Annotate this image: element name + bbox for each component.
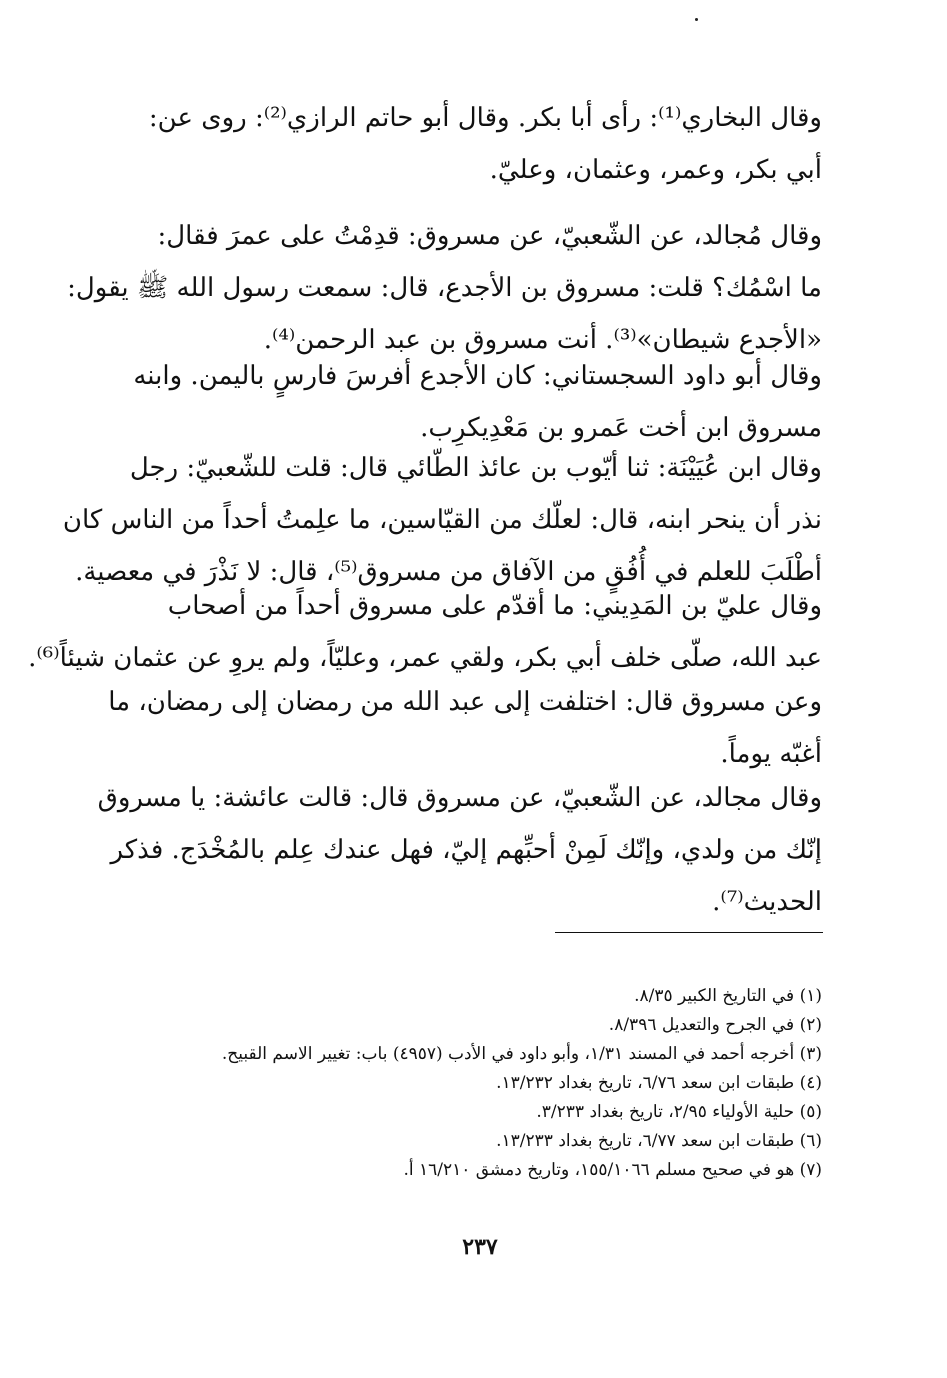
paragraph-line: أغبّه يوماً.	[720, 739, 822, 769]
footnote: (٣) أخرجه أحمد في المسند ١/٣١، وأبو داود في الأدب (٤٩٥٧) باب: تغيير الاسم القبيح.	[221, 1044, 822, 1064]
paragraph-line: «الأجدع شيطان»⁽³⁾. أنت مسروق بن عبد الرحمن⁽⁴⁾.	[263, 325, 822, 355]
paragraph-line: وقال البخاري⁽¹⁾: رأى أبا بكر. وقال أبو حاتم الرازي⁽²⁾: روى عن:	[148, 103, 822, 133]
footnote: (٥) حلية الأولياء ٢/٩٥، تاريخ بغداد ٣/٢٣٣.	[536, 1102, 822, 1122]
paragraph-2	[67, 210, 822, 366]
paragraph-3	[128, 350, 822, 454]
paragraph-line: وقال أبو داود السجستاني: كان الأجدع أفرسَ فارسٍ باليمن. وابنه	[133, 361, 822, 391]
footnotes	[200, 982, 822, 1185]
footnote: (٢) في الجرح والتعديل ٨/٣٩٦.	[608, 1015, 822, 1035]
paragraph-line: عبد الله، صلّى خلف أبي بكر، ولقي عمر، وعليّاً، ولم يروِ عن عثمان شيئاً⁽⁶⁾.	[28, 643, 822, 673]
footnote: (٤) طبقات ابن سعد ٦/٧٦، تاريخ بغداد ١٣/٢٣٢.	[496, 1073, 822, 1093]
paragraph-5	[28, 580, 822, 684]
paragraph-line: وقال عليّ بن المَدِيني: ما أقدّم على مسروق أحداً من أصحاب	[167, 591, 822, 621]
footnote-divider	[555, 932, 823, 933]
footnote: (٧) هو في صحيح مسلم ١٥٥/١٠٦٦، وتاريخ دمشق ١٦/٢١٠ أ.	[403, 1160, 822, 1180]
paragraph-line: وقال ابن عُيَيْنَة: ثنا أيّوب بن عائذ الطّائي قال: قلت للشّعبيّ: رجل	[129, 453, 822, 483]
paragraph-line: ما اسْمُك؟ قلت: مسروق بن الأجدع، قال: سمعت رسول الله ﷺ يقول:	[67, 273, 822, 303]
paragraph-line: أطْلَبَ للعلم في أُفُقٍ من الآفاق من مسروق⁽⁵⁾، قال: لا نَذْرَ في معصية.	[75, 557, 822, 587]
footnote: (٦) طبقات ابن سعد ٦/٧٧، تاريخ بغداد ١٣/٢٣٣.	[496, 1131, 822, 1151]
paragraph-line: إنّك من ولدي، وإنّك لَمِنْ أحبِّهم إليّ، فهل عندك عِلم بالمُخْدَج. فذكر	[110, 835, 822, 865]
paragraph-7	[97, 772, 822, 928]
paragraph-line: نذر أن ينحر ابنه، قال: لعلّك من القيّاسين، ما علِمتُ أحداً من الناس كان	[62, 505, 822, 535]
paragraph-1	[128, 92, 822, 196]
paragraph-line: وقال مجالد، عن الشّعبيّ، عن مسروق قال: قالت عائشة: يا مسروق	[97, 783, 822, 813]
page-number: ٢٣٧	[462, 1234, 498, 1260]
paragraph-4	[62, 442, 822, 598]
paragraph-line: مسروق ابن أخت عَمرو بن مَعْدِيكرِب.	[420, 413, 822, 443]
paragraph-line: أبي بكر، وعمر، وعثمان، وعليّ.	[489, 155, 822, 185]
footnote: (١) في التاريخ الكبير ٨/٣٥.	[634, 986, 822, 1006]
paragraph-line: الحديث⁽⁷⁾.	[712, 887, 822, 917]
paragraph-line: وقال مُجالد، عن الشّعبيّ، عن مسروق: قدِمْتُ على عمرَ فقال:	[157, 221, 822, 251]
ink-speck	[695, 18, 698, 21]
paragraph-6	[108, 676, 822, 780]
paragraph-line: وعن مسروق قال: اختلفت إلى عبد الله من رمضان إلى رمضان، ما	[108, 687, 822, 717]
